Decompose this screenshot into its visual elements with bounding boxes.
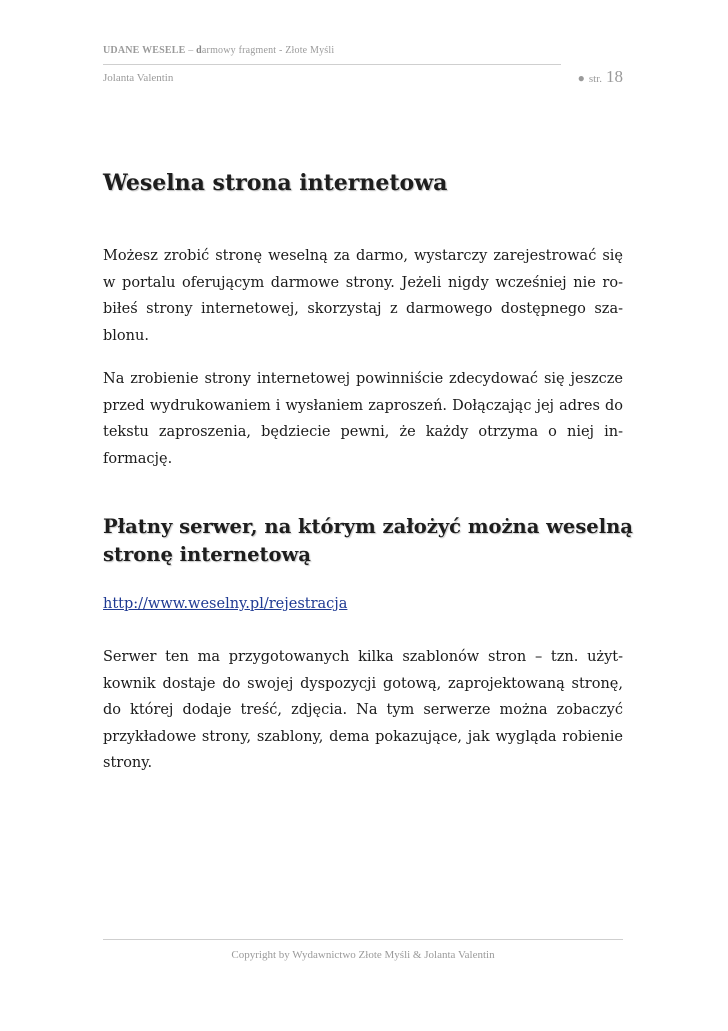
registration-link[interactable]: http://www.weselny.pl/rejestracja	[103, 596, 348, 612]
page-number: 18	[606, 67, 623, 86]
paragraph-1: Możesz zrobić stronę weselną za darmo, wystarczy zarejestrować się w portalu oferującym darmowe strony. Jeżeli nigdy wcześniej nie robiłeś strony internetowej, skorzystaj z darmowego dostępnego szablonu.	[103, 248, 623, 344]
header-separator: –	[185, 45, 197, 56]
header-divider	[103, 64, 561, 65]
header-meta	[103, 69, 623, 89]
header-publisher: Złote Myśli	[285, 45, 335, 56]
bullet-icon: ●	[577, 71, 585, 85]
header-subtitle: armowy fragment -	[201, 45, 286, 56]
section-heading: Weselna strona internetowa	[103, 170, 448, 196]
footer-divider	[103, 939, 623, 940]
paragraph-3: Serwer ten ma przygotowanych kilka szablonów stron – tzn. użytkownik dostaje do swojej dyspozycji gotową, zaprojektowaną stronę, do której dodaje treść, zdjęcia. Na tym serwerze można zobaczyć przykładowe strony, szablony, dema pokazujące, jak wygląda robienie strony.	[103, 649, 623, 771]
paragraph-2: Na zrobienie strony internetowej powinniście zdecydować się jeszcze przed wydrukowaniem i wysłaniem zaproszeń. Dołączając jej adres do tekstu zaproszenia, będziecie pewni, że każdy otrzyma o niej informację.	[103, 371, 623, 467]
header-author: Jolanta Valentin	[103, 72, 174, 84]
header-title-line	[103, 44, 623, 58]
footer-copyright: Copyright by Wydawnictwo Złote Myśli & Jolanta Valentin	[231, 949, 495, 961]
book-title: UDANE WESELE	[103, 45, 186, 56]
page-header	[103, 44, 623, 89]
page-prefix: str.	[588, 73, 602, 85]
header-d-letter: d	[196, 45, 202, 56]
page-number-block	[578, 67, 623, 87]
subsection-heading: Płatny serwer, na którym założyć można weselną stronę internetową	[103, 515, 633, 566]
